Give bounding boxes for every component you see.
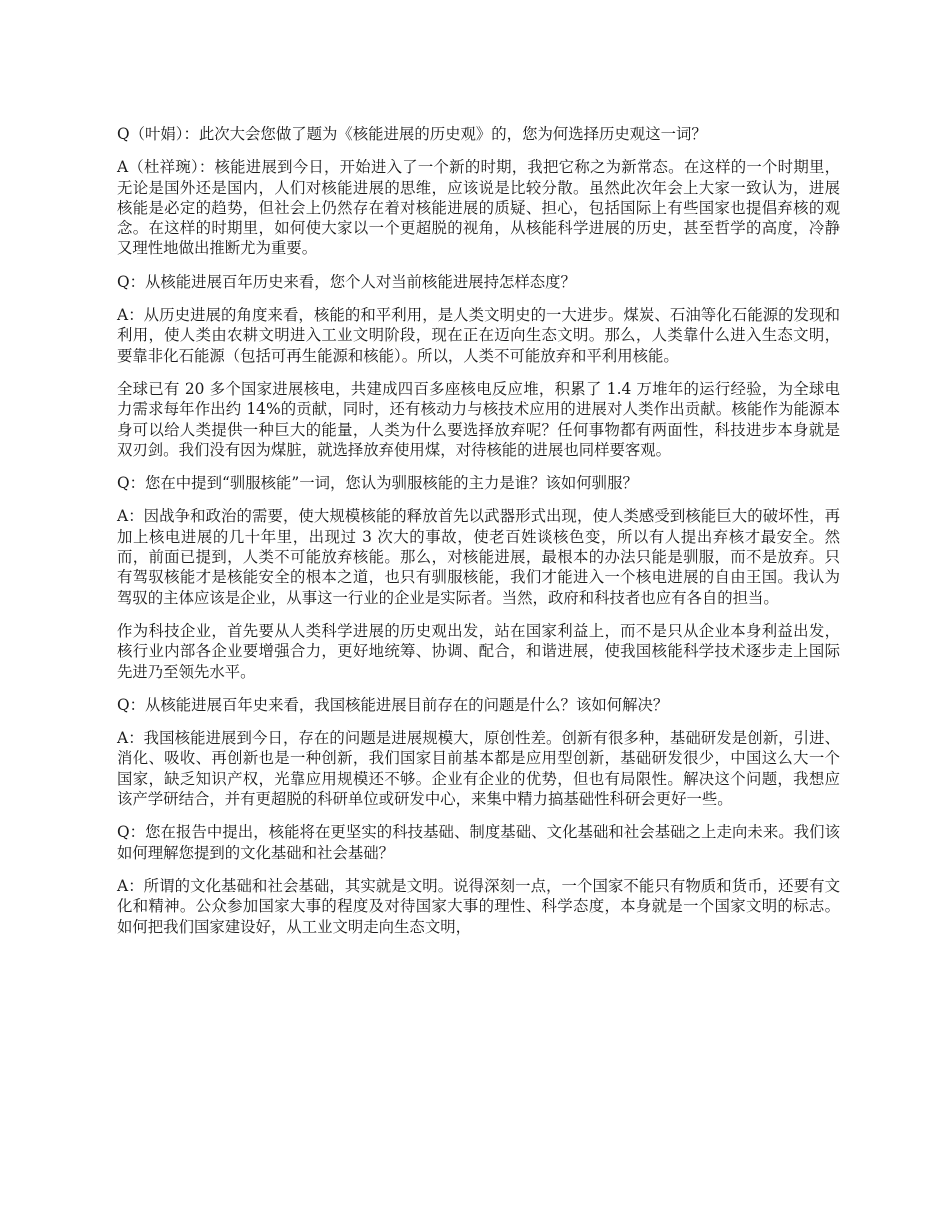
question-paragraph: Q：您在中提到“驯服核能”一词，您认为驯服核能的主力是谁？该如何驯服？ bbox=[117, 474, 638, 493]
answer-paragraph: A：因战争和政治的需要，使大规模核能的释放首先以武器形式出现，使人类感受到核能巨大的破坏性，再加上核电进展的几十年里，出现过 3 次大的事故，使老百姓谈核色变，所以有人提出弃核才最安全。然而，前面已提到，人类不可能放弃核能。那么，对核能进展，最根本的办法只能是驯服，而不是放弃。只有驾驭核能才是核能安全的根本之道，也只有驯服核能，我们才能进入一个核电进展的自由王国。我认为驾驭的主体应该是企业，从事这一行业的企业是实际者。当然，政府和科技者也应有各自的担当。 bbox=[117, 507, 840, 607]
answer-paragraph: A：我国核能进展到今日，存在的问题是进展规模大，原创性差。创新有很多种，基础研发是创新，引进、消化、吸收、再创新也是一种创新，我们国家目前基本都是应用型创新，基础研发很少，中国这么大一个国家，缺乏知识产权，光靠应用规模还不够。企业有企业的优势，但也有局限性。解决这个问题，我想应该产学研结合，并有更超脱的科研单位或研发中心，来集中精力搞基础性科研会更好一些。 bbox=[117, 729, 840, 809]
answer-paragraph: A（杜祥琬）：核能进展到今日，开始进入了一个新的时期，我把它称之为新常态。在这样的一个时期里，无论是国外还是国内，人们对核能进展的思维，应该说是比较分散。虽然此次年会上大家一致认为，进展核能是必定的趋势，但社会上仍然存在着对核能进展的质疑、担心，包括国际上有些国家也提倡弃核的观念。在这样的时期里，如何使大家以一个更超脱的视角，从核能科学进展的历史，甚至哲学的高度，冷静又理性地做出推断尤为重要。 bbox=[117, 158, 840, 258]
answer-paragraph: A：所谓的文化基础和社会基础，其实就是文明。说得深刻一点，一个国家不能只有物质和货币，还要有文化和精神。公众参加国家大事的程度及对待国家大事的理性、科学态度，本身就是一个国家文明的标志。如何把我们国家建设好，从工业文明走向生态文明， bbox=[117, 876, 840, 936]
question-paragraph: Q：从核能进展百年历史来看，您个人对当前核能进展持怎样态度？ bbox=[117, 272, 576, 291]
answer-paragraph: 作为科技企业，首先要从人类科学进展的历史观出发，站在国家利益上，而不是只从企业本身利益出发，核行业内部各企业要增强合力，更好地统筹、协调、配合，和谐进展，使我国核能科学技术逐步走上国际先进乃至领先水平。 bbox=[117, 621, 840, 681]
answer-paragraph: 全球已有 20 多个国家进展核电，共建成四百多座核电反应堆，积累了 1.4 万堆年的运行经验，为全球电力需求每年作出约 14%的贡献，同时，还有核动力与核技术应用的进展对人类作出贡献。核能作为能源本身可以给人类提供一种巨大的能量，人类为什么要选择放弃呢？任何事物都有两面性，科技进步本身就是双刃剑。我们没有因为煤脏，就选择放弃使用煤，对待核能的进展也同样要客观。 bbox=[117, 379, 840, 459]
question-paragraph: Q：您在报告中提出，核能将在更坚实的科技基础、制度基础、文化基础和社会基础之上走向未来。我们该如何理解您提到的文化基础和社会基础？ bbox=[117, 823, 840, 862]
answer-paragraph: A：从历史进展的角度来看，核能的和平利用，是人类文明史的一大进步。煤炭、石油等化石能源的发现和利用，使人类由农耕文明进入工业文明阶段，现在正在迈向生态文明。那么，人类靠什么进入生态文明，要靠非化石能源（包括可再生能源和核能）。所以，人类不可能放弃和平利用核能。 bbox=[117, 306, 840, 365]
question-paragraph: Q：从核能进展百年史来看，我国核能进展目前存在的问题是什么？该如何解决？ bbox=[117, 695, 669, 714]
question-paragraph: Q（叶娟）：此次大会您做了题为《核能进展的历史观》的，您为何选择历史观这一词？ bbox=[117, 125, 707, 143]
